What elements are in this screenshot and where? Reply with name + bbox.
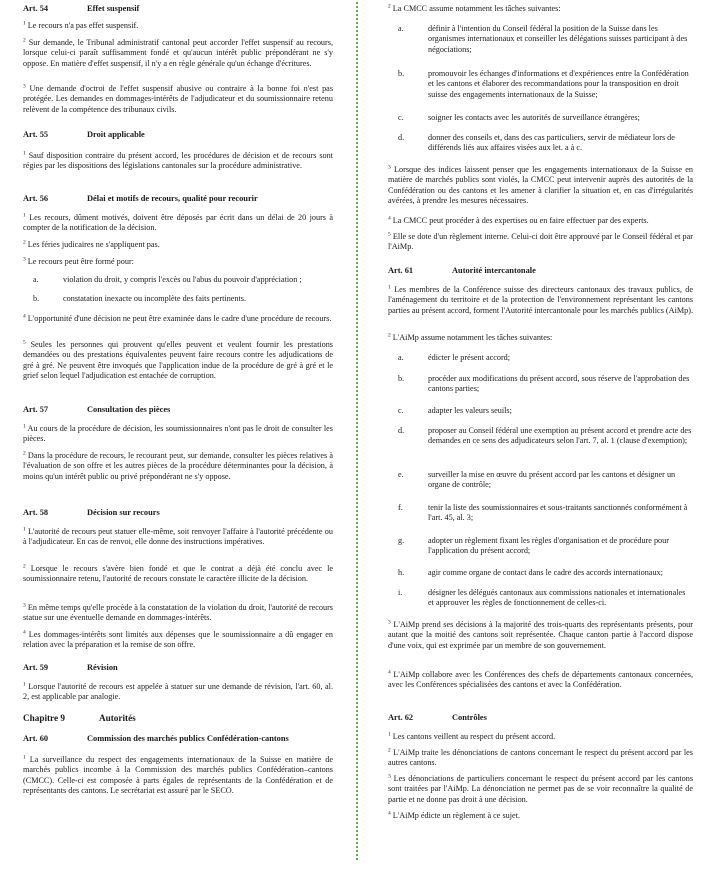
list-item: h. agir comme organe de contact dans le cadre des accords internationaux; [398, 568, 663, 577]
paragraph: $^4$ L'AiMp édicte un règlement à ce sujet. [388, 810, 520, 820]
paragraph: $^2$ Dans la procédure de recours, le recourant peut, sur demande, consulter les pièces relatives à l'évaluation de son offre et les autres pièces de la procédure déterminantes pour la décision, à moins qu'un intérêt public ou privé prépondérant ne s'y oppose. [23, 450, 334, 481]
list-item: f. tenir la liste des soumissionnaires et sous-traitants sanctionnés conformément à l'art. 45, al. 3; [398, 503, 688, 523]
list-item: b. procéder aux modifications du présent accord, sous réserve de l'approbation des cantons parties; [398, 374, 690, 394]
paragraph: $^3$ Une demande d'octroi de l'effet suspensif abusive ou contraire à la bonne foi n'est pas protégée. Les demandes en dommages-intérêts de l'adjudicateur et du soumissionnaire retenu relèvent de la compétence des tribunaux civils. [23, 83, 333, 114]
paragraph: $^1$ Au cours de la procédure de décision, les soumissionnaires n'ont pas le droit de consulter les pièces. [23, 423, 333, 444]
paragraph: $^1$ Les recours, dûment motivés, doivent être déposés par écrit dans un délai de 20 jours à compter de la notification de la décision. [23, 212, 333, 233]
list-item: d. donner des conseils et, dans des cas particuliers, servir de médiateur lors de différends liés aux affaires visées aux let. a à c. [398, 133, 675, 153]
list-item: g. adopter un règlement fixant les règles d'organisation et de procédure pour l'application du présent accord; [398, 536, 669, 556]
article-heading: Art. 61 Autorité intercantonale [388, 266, 536, 275]
list-item: d. proposer au Conseil fédéral une exemption au présent accord et prendre acte des demandes en ce sens des adjudicateurs selon l'art. 7, al. 1 (clause d'exemption); [398, 426, 692, 446]
paragraph: $^4$ La CMCC peut procéder à des expertises ou en faire effectuer par des experts. [388, 215, 649, 225]
paragraph: $^1$ Les cantons veillent au respect du présent accord. [388, 731, 556, 741]
paragraph: $^2$ L'AiMp traite les dénonciations de cantons concernant le respect du présent accord par les autres cantons. [388, 747, 693, 768]
article-heading: Art. 56 Délai et motifs de recours, qualité pour recourir [23, 194, 258, 203]
paragraph: $^4$ L'opportunité d'une décision ne peut être examinée dans le cadre d'une procédure de recours. [23, 313, 332, 323]
paragraph: $^1$ La surveillance du respect des engagements internationaux de la Suisse en matière de marchés publics incombe à la Commission des marchés publics Confédération–cantons (CMCC). Celle-ci est composée à parts égales de représentants de la Confédération et de représentants des cantons. Le secrétariat est assuré par le SECO. [23, 754, 333, 796]
paragraph: $^3$ Les dénonciations de particuliers concernant le respect du présent accord par les cantons sont traitées par l'AiMp. La dénonciation ne permet pas de se voir reconnaître la qualité de partie et ne donne pas droit à une décision. [388, 773, 694, 804]
paragraph: $^2$ Sur demande, le Tribunal administratif cantonal peut accorder l'effet suspensif au recours, lorsque celui-ci paraît suffisamment fondé et qu'aucun intérêt public prépondérant ne s'y oppose. En matière d'effet suspensif, il n'y a en règle générale qu'un échange d'écritures. [23, 37, 333, 68]
paragraph: $^3$ L'AiMp prend ses décisions à la majorité des trois-quarts des représentants présents, pour autant que la moitié des cantons soit représentée. Chaque canton partie à l'accord dispose d'une voix, qui est exprimée par un membre de son gouvernement. [388, 619, 693, 650]
article-heading: Art. 60 Commission des marchés publics Confédération-cantons [23, 734, 289, 743]
paragraph: $^4$ Les dommages-intérêts sont limités aux dépenses que le soumissionnaire a dû engager en relation avec la préparation et la remise de son offre. [23, 629, 333, 650]
paragraph: $^2$ L'AiMp assume notamment les tâches suivantes: [388, 332, 553, 342]
article-heading: Art. 58 Décision sur recours [23, 508, 160, 517]
paragraph: $^1$ L'autorité de recours peut statuer elle-même, soit renvoyer l'affaire à l'autorité précédente ou à l'adjudicateur. En cas de renvoi, elle donne des instructions impératives. [23, 526, 333, 547]
paragraph: $^5$ Seules les personnes qui prouvent qu'elles peuvent et veulent fournir les prestations demandées ou des prestations équivalentes peuvent faire recours contre les adjudications de gré à gré. Ne peuvent être invoqués que l'application indue de la procédure de gré à gré et le grief selon lequel l'adjudication est entachée de corruption. [23, 339, 333, 381]
article-heading: Art. 55 Droit applicable [23, 130, 145, 139]
list-item: a. édicter le présent accord; [398, 353, 511, 362]
list-item: b. constatation inexacte ou incomplète des faits pertinents. [33, 294, 247, 303]
article-heading: Art. 59 Révision [23, 663, 118, 672]
list-item: e. surveiller la mise en œuvre du présent accord par les cantons et désigner un organe de contrôle; [398, 470, 676, 490]
paragraph: $^5$ Elle se dote d'un règlement interne. Celui-ci doit être approuvé par le Conseil fédéral et par l'AiMp. [388, 231, 694, 252]
paragraph: $^1$ Les membres de la Conférence suisse des directeurs cantonaux des travaux publics, de l'aménagement du territoire et de la protection de l'environnement représentant les cantons parties au présent accord, forment l'Autorité intercantonale pour les marchés publics (AiMp). [388, 284, 693, 315]
paragraph: $^2$ La CMCC assume notamment les tâches suivantes: [388, 3, 561, 13]
article-heading: Art. 62 Contrôles [388, 713, 487, 722]
paragraph: $^1$ Le recours n'a pas effet suspensif. [23, 20, 139, 30]
list-item: c. soigner les contacts avec les autorités de surveillance étrangères; [398, 113, 640, 122]
article-heading: Art. 54 Effet suspensif [23, 4, 140, 13]
list-item: i. désigner les délégués cantonaux aux commissions nationales et internationales et approuver les règles de fonctionnement de celles-ci. [398, 588, 686, 608]
article-heading: Art. 57 Consultation des pièces [23, 405, 171, 414]
list-item: a. définir à l'intention du Conseil fédéral la position de la Suisse dans les organismes internationaux et conseiller les délégations suisses participant à des négociations; [398, 24, 688, 54]
paragraph: $^4$ L'AiMp collabore avec les Conférences des chefs de départements cantonaux concernées, avec les Conférences spécialisées des cantons et avec la Confédération. [388, 669, 693, 690]
list-item: c. adapter les valeurs seuils; [398, 406, 512, 415]
paragraph: $^1$ Sauf disposition contraire du présent accord, les procédures de décision et de recours sont régies par les dispositions des législations cantonales sur la procédure administrative. [23, 150, 334, 171]
column-divider [356, 2, 358, 860]
paragraph: $^3$ Lorsque des indices laissent penser que les engagements internationaux de la Suisse en matière de marchés publics sont violés, la CMCC peut intervenir auprès des autorités de la Confédération ou des cantons et les amener à clarifier la situation et, en cas d'irrégularités avérées, à prendre les mesures nécessaires. [388, 164, 694, 206]
paragraph: $^2$ Les féries judicaires ne s'appliquent pas. [23, 239, 160, 249]
list-item: a. violation du droit, y compris l'excès ou l'abus du pouvoir d'appréciation ; [33, 275, 302, 284]
chapter-heading: Chapitre 9 Autorités [23, 713, 136, 723]
list-item: b. promouvoir les échanges d'informations et d'expériences entre la Confédération et les cantons et élaborer des recommandations pour la transposition en droit suisse des engagements internationaux de la Suisse; [398, 69, 689, 99]
paragraph: $^3$ En même temps qu'elle procède à la constatation de la violation du droit, l'autorité de recours statue sur une éventuelle demande en dommages-intérêts. [23, 602, 333, 623]
paragraph: $^3$ Le recours peut être formé pour: [23, 256, 134, 266]
paragraph: $^1$ Lorsque l'autorité de recours est appelée à statuer sur une demande de révision, l'art. 60, al. 2, est applicable par analogie. [23, 681, 333, 702]
paragraph: $^2$ Lorsque le recours s'avère bien fondé et que le contrat a déjà été conclu avec le soumissionnaire retenu, l'autorité de recours constate le caractère illicite de la décision. [23, 563, 333, 584]
